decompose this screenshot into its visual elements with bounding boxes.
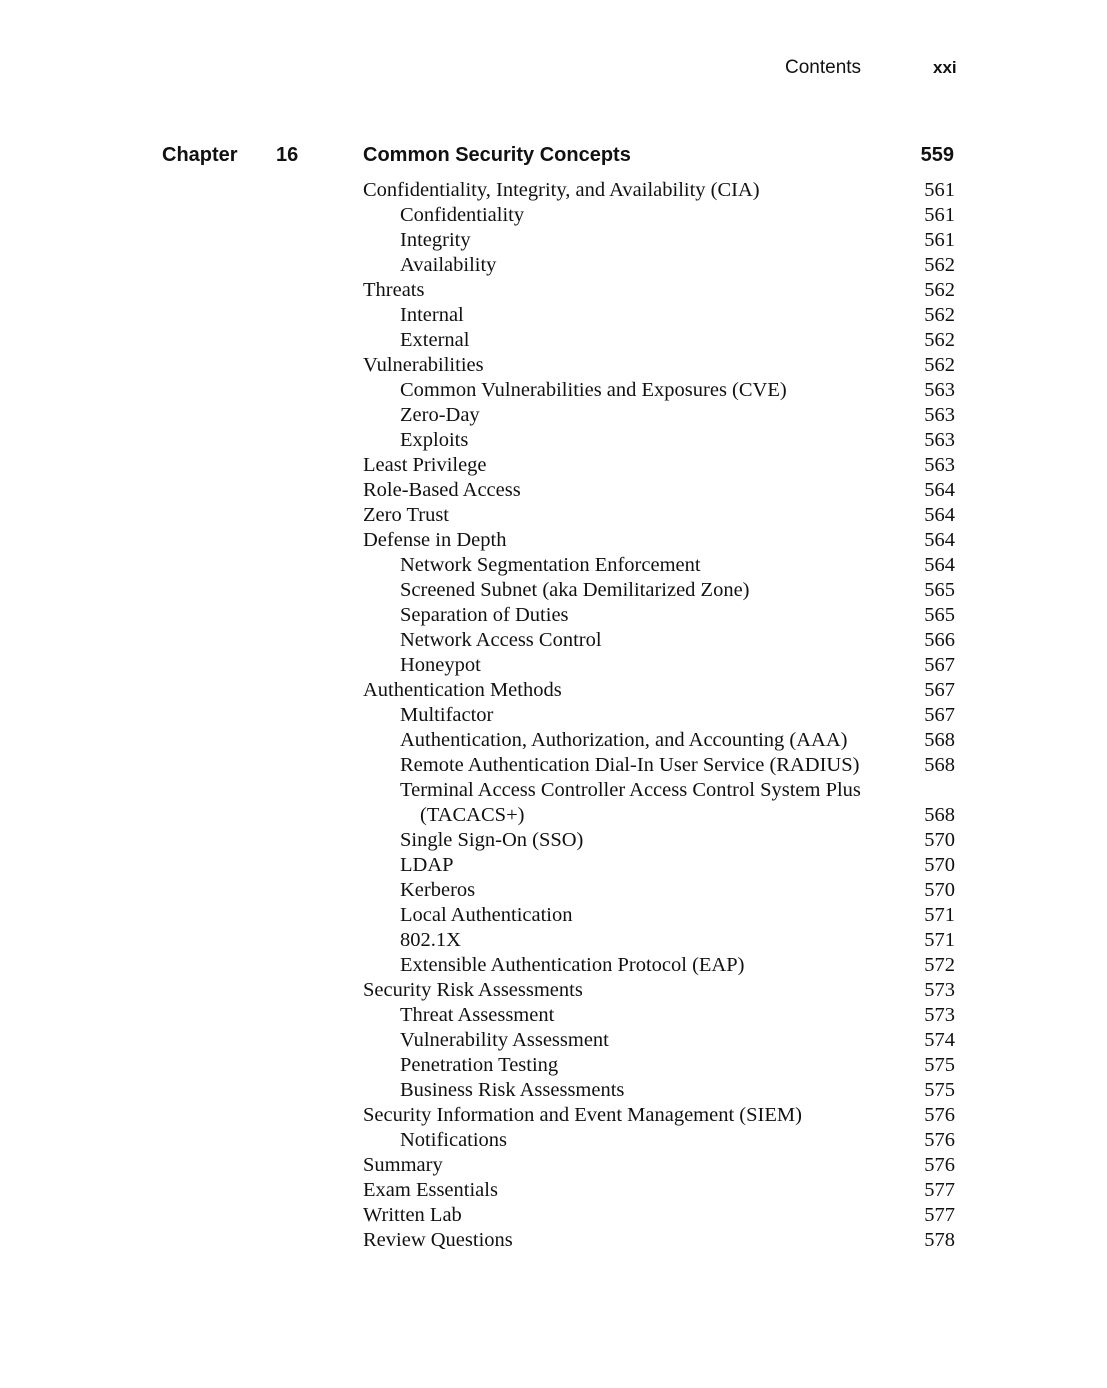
toc-entry-title: Defense in Depth <box>363 529 507 551</box>
toc-entry-page: 561 <box>924 204 955 226</box>
toc-entry-title: Honeypot <box>400 654 481 676</box>
toc-entry-title: Summary <box>363 1154 443 1176</box>
toc-entry-title: Confidentiality <box>400 204 525 226</box>
toc-entry <box>363 628 955 653</box>
toc-entry-title: Network Segmentation Enforcement <box>400 554 701 576</box>
toc-entry <box>363 203 955 228</box>
toc-entry-title: Kerberos <box>400 879 476 901</box>
running-header <box>0 57 1107 83</box>
chapter-heading <box>0 144 1107 172</box>
toc-entry-title: Threat Assessment <box>400 1004 555 1026</box>
toc-entry-title: Common Vulnerabilities and Exposures (CVE) <box>400 379 787 401</box>
toc-entry-title: External <box>400 329 470 351</box>
toc-entry <box>363 1178 955 1203</box>
chapter-label: Chapter <box>162 144 238 166</box>
toc-entry-page: 562 <box>924 329 955 351</box>
toc-entry <box>363 603 955 628</box>
toc-entry-title: Internal <box>400 304 464 326</box>
toc-entry-page: 576 <box>924 1129 955 1151</box>
toc-entry-page: 564 <box>924 554 955 576</box>
toc-entry <box>363 953 955 978</box>
toc-entry <box>363 803 955 828</box>
toc-entry-title: Single Sign-On (SSO) <box>400 829 584 851</box>
toc-entry-title: Security Information and Event Management (SIEM) <box>363 1104 802 1126</box>
toc-entry-title: LDAP <box>400 854 454 876</box>
toc-entry <box>363 1153 955 1178</box>
toc-entry <box>363 1053 955 1078</box>
toc-entry-page: 570 <box>924 879 955 901</box>
toc-entry-page: 574 <box>924 1029 955 1051</box>
toc-entry-title: Vulnerability Assessment <box>400 1029 609 1051</box>
header-page-number: xxi <box>933 58 957 77</box>
toc-entry-page: 566 <box>924 629 955 651</box>
toc-entry-title: Extensible Authentication Protocol (EAP) <box>400 954 745 976</box>
toc-entry <box>363 553 955 578</box>
toc-entry-page: 562 <box>924 304 955 326</box>
toc-entry-title: Zero-Day <box>400 404 480 426</box>
toc-entry <box>363 1078 955 1103</box>
toc-entry <box>363 1228 955 1253</box>
toc-entry-page: 567 <box>924 654 955 676</box>
toc-entry <box>363 878 955 903</box>
toc-entry <box>363 253 955 278</box>
toc-entry-title: Least Privilege <box>363 454 487 476</box>
toc-entry-page: 562 <box>924 254 955 276</box>
toc-entry <box>363 753 955 778</box>
toc-entry-page: 575 <box>924 1054 955 1076</box>
toc-entry-page: 563 <box>924 404 955 426</box>
toc-entry-page: 577 <box>924 1179 955 1201</box>
toc-entry-title: Penetration Testing <box>400 1054 559 1076</box>
toc-entry-page: 562 <box>924 279 955 301</box>
toc-entry-page: 567 <box>924 679 955 701</box>
chapter-page: 559 <box>920 144 954 166</box>
toc-entry-page: 571 <box>924 904 955 926</box>
toc-entry-page: 570 <box>924 829 955 851</box>
toc-entry <box>363 1128 955 1153</box>
toc-entry <box>363 428 955 453</box>
toc-entry-page: 572 <box>924 954 955 976</box>
toc-entry <box>363 378 955 403</box>
chapter-number: 16 <box>276 144 299 166</box>
toc-entry-title: Authentication, Authorization, and Accounting (AAA) <box>400 729 848 751</box>
toc-entry-page: 576 <box>924 1154 955 1176</box>
toc-entry <box>363 728 955 753</box>
toc-entry <box>363 528 955 553</box>
toc-entry-title: Review Questions <box>363 1229 513 1251</box>
toc-entry <box>363 353 955 378</box>
toc-entry-page: 575 <box>924 1079 955 1101</box>
toc-entry-page: 568 <box>924 804 955 826</box>
toc-entry <box>363 853 955 878</box>
toc-entry <box>363 1203 955 1228</box>
toc-entry-page: 564 <box>924 479 955 501</box>
toc-entry-page: 568 <box>924 754 955 776</box>
toc-entry-page: 578 <box>924 1229 955 1251</box>
toc-entry-title: Exam Essentials <box>363 1179 498 1201</box>
toc-entry-title: Business Risk Assessments <box>400 1079 625 1101</box>
toc-entry-page: 561 <box>924 179 955 201</box>
toc-entry <box>363 578 955 603</box>
toc-entry <box>363 453 955 478</box>
toc-entry <box>363 403 955 428</box>
toc-entry-title: Confidentiality, Integrity, and Availability (CIA) <box>363 179 760 201</box>
toc-entry <box>363 1003 955 1028</box>
toc-entry <box>363 903 955 928</box>
toc-entry-page: 571 <box>924 929 955 951</box>
toc-entry-title: Integrity <box>400 229 471 251</box>
toc-entry-page: 563 <box>924 379 955 401</box>
toc-entry <box>363 278 955 303</box>
toc-entry <box>363 328 955 353</box>
toc-entry-title: 802.1X <box>400 929 461 951</box>
toc-entry-page: 564 <box>924 504 955 526</box>
toc-entry <box>363 653 955 678</box>
header-title: Contents <box>785 57 862 78</box>
toc-entry-page: 564 <box>924 529 955 551</box>
toc-entry-title: Role-Based Access <box>363 479 521 501</box>
toc-entry-page: 577 <box>924 1204 955 1226</box>
toc-list <box>363 178 955 1253</box>
toc-entry <box>363 678 955 703</box>
toc-entry <box>363 478 955 503</box>
toc-entry-page: 568 <box>924 729 955 751</box>
toc-entry-page: 563 <box>924 454 955 476</box>
toc-entry <box>363 703 955 728</box>
toc-entry-title: Network Access Control <box>400 629 602 651</box>
toc-entry-page: 563 <box>924 429 955 451</box>
toc-entry <box>363 1028 955 1053</box>
toc-entry-page: 573 <box>924 1004 955 1026</box>
toc-entry-page: 576 <box>924 1104 955 1126</box>
toc-entry-title: Security Risk Assessments <box>363 979 583 1001</box>
toc-entry-title: Separation of Duties <box>400 604 569 626</box>
toc-entry-title: Notifications <box>400 1129 508 1151</box>
toc-entry-page: 573 <box>924 979 955 1001</box>
toc-entry-page: 562 <box>924 354 955 376</box>
toc-entry-title: Authentication Methods <box>363 679 562 701</box>
toc-entry <box>363 503 955 528</box>
toc-entry-title: Local Authentication <box>400 904 573 926</box>
chapter-title: Common Security Concepts <box>363 144 631 166</box>
toc-entry-page: 561 <box>924 229 955 251</box>
toc-entry-title: Vulnerabilities <box>363 354 484 376</box>
toc-entry-page: 570 <box>924 854 955 876</box>
toc-entry-title: Remote Authentication Dial-In User Service (RADIUS) <box>400 754 860 776</box>
toc-entry-page: 567 <box>924 704 955 726</box>
toc-entry <box>363 303 955 328</box>
toc-entry-title: Written Lab <box>363 1204 462 1226</box>
toc-entry-title: Zero Trust <box>363 504 450 526</box>
toc-entry <box>363 1103 955 1128</box>
toc-entry <box>363 978 955 1003</box>
toc-entry-page: 565 <box>924 604 955 626</box>
toc-entry-title: Exploits <box>400 429 469 451</box>
toc-entry <box>363 178 955 203</box>
toc-entry-title: Threats <box>363 279 425 301</box>
toc-entry <box>363 828 955 853</box>
toc-entry <box>363 928 955 953</box>
toc-entry <box>363 228 955 253</box>
toc-entry-title: Multifactor <box>400 704 494 726</box>
toc-entry-title: Availability <box>400 254 497 276</box>
toc-entry-title: (TACACS+) <box>420 804 525 826</box>
toc-entry-title: Screened Subnet (aka Demilitarized Zone) <box>400 579 750 601</box>
toc-entry-page: 565 <box>924 579 955 601</box>
toc-entry-title: Terminal Access Controller Access Control System Plus <box>400 779 861 801</box>
toc-entry <box>363 778 955 803</box>
